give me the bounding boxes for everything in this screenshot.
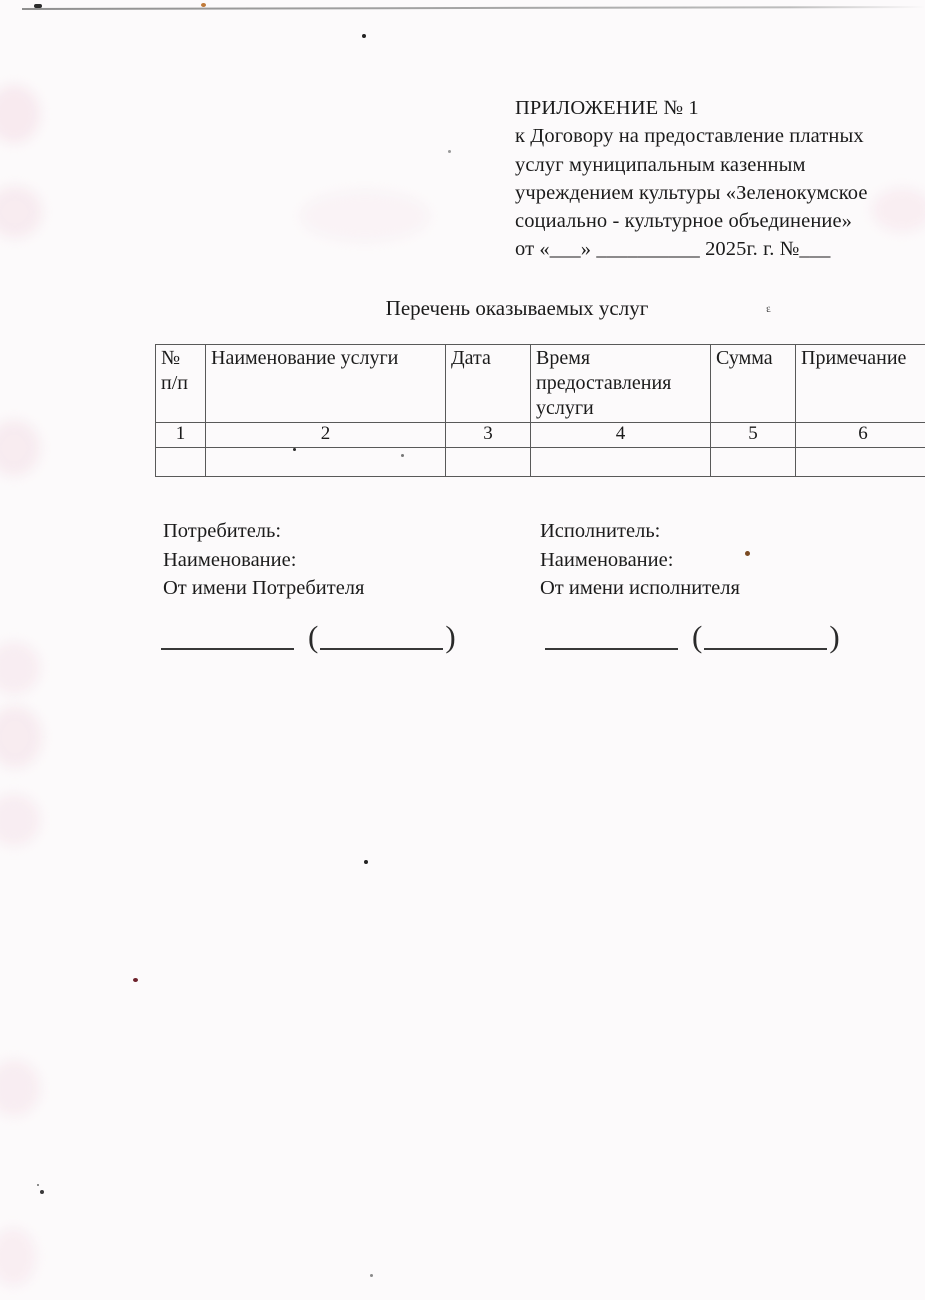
- col-header-sum: Сумма: [711, 345, 796, 423]
- close-paren: ): [829, 619, 840, 654]
- empty-cell: [206, 448, 446, 477]
- column-number-cell: 2: [206, 423, 446, 448]
- scan-smudge: [0, 706, 42, 768]
- header-line-date-number: от «___» __________ 2025г. г. №___: [515, 238, 831, 261]
- empty-cell: [156, 448, 206, 477]
- column-number-cell: 5: [711, 423, 796, 448]
- header-line-appendix: ПРИЛОЖЕНИЕ № 1: [515, 97, 699, 119]
- executor-on-behalf-label: От имени исполнителя: [540, 577, 740, 599]
- col-header-service-time: Время предоставления услуги: [531, 345, 711, 423]
- executor-name-line: [704, 646, 827, 650]
- header-line: услуг муниципальным казенным: [515, 153, 806, 176]
- scan-speck: [364, 860, 368, 864]
- close-paren: ): [445, 619, 456, 654]
- scan-smudge: [0, 85, 40, 143]
- consumer-signature-line: [161, 646, 294, 650]
- scan-smudge: [0, 1060, 40, 1116]
- open-paren: (: [692, 619, 703, 654]
- column-number-cell: 3: [446, 423, 531, 448]
- consumer-block: [163, 517, 364, 603]
- scan-speck: [133, 978, 138, 982]
- empty-cell: [446, 448, 531, 477]
- empty-cell: [796, 448, 925, 477]
- column-number-cell: 4: [531, 423, 711, 448]
- empty-cell: [531, 448, 711, 477]
- scan-smudge: [0, 186, 42, 238]
- column-number-cell: 6: [796, 423, 925, 448]
- scan-speck: [34, 4, 42, 8]
- col-header-note: Примечание: [796, 345, 925, 423]
- header-line: учреждением культуры «Зеленокумское: [515, 181, 868, 204]
- header-block: [515, 94, 905, 264]
- column-number-row: [156, 423, 925, 448]
- executor-signature-line: [545, 646, 678, 650]
- open-paren: (: [308, 619, 319, 654]
- services-table: [155, 344, 925, 477]
- scan-speck: [448, 150, 451, 153]
- executor-block: [540, 517, 740, 603]
- scan-smudge: [0, 642, 40, 694]
- col-header-service-name: Наименование услуги: [206, 345, 446, 423]
- scan-smudge: [0, 1228, 36, 1286]
- bullet-dot-artifact: [745, 551, 750, 556]
- executor-signature-row: [545, 612, 842, 654]
- col-header-date: Дата: [446, 345, 531, 423]
- executor-name-label: Наименование:: [540, 548, 674, 571]
- scan-smudge: [0, 420, 40, 476]
- header-line: социально - культурное объединение»: [515, 210, 853, 233]
- empty-cell: [711, 448, 796, 477]
- scan-smudge: [300, 190, 430, 242]
- col-header-number: № п/п: [156, 345, 206, 423]
- consumer-name-line: [320, 646, 443, 650]
- consumer-on-behalf-label: От имени Потребителя: [163, 577, 365, 599]
- scan-speck: [37, 1184, 39, 1186]
- column-number-cell: 1: [156, 423, 206, 448]
- empty-data-row: [156, 448, 925, 477]
- scan-smudge: [0, 794, 40, 846]
- header-line: к Договору на предоставление платных: [515, 125, 864, 148]
- scan-speck: [362, 34, 366, 38]
- scan-speck: [370, 1274, 373, 1277]
- scan-speck: [201, 3, 206, 7]
- table-header-row: [156, 345, 925, 423]
- scanner-edge-line: [22, 6, 925, 10]
- consumer-label: Потребитель:: [163, 520, 282, 542]
- executor-label: Исполнитель:: [540, 520, 661, 542]
- consumer-name-label: Наименование:: [163, 548, 297, 571]
- scan-squiggle-mark: ε: [765, 302, 772, 316]
- scan-speck: [40, 1190, 44, 1194]
- consumer-signature-row: [161, 612, 458, 654]
- page-title: Перечень оказываемых услуг: [385, 296, 649, 320]
